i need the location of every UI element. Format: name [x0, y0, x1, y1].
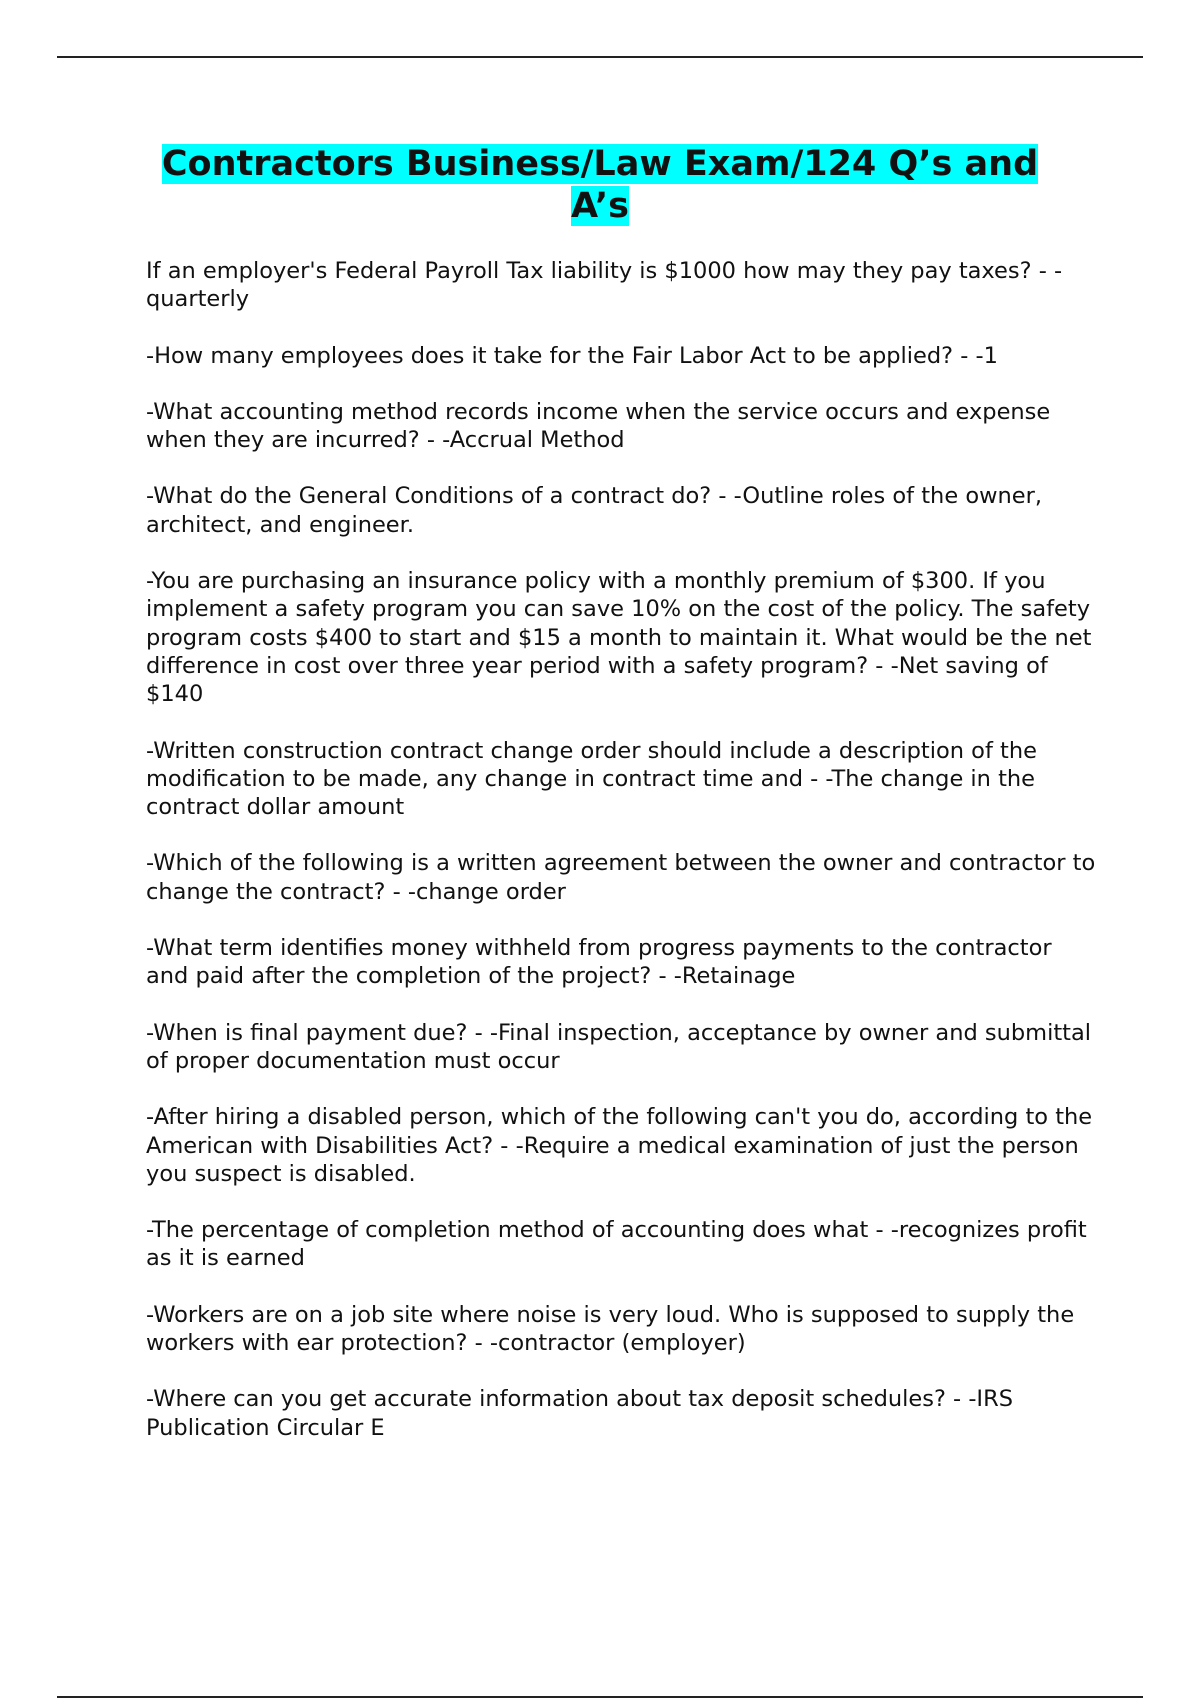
qa-item: -You are purchasing an insurance policy with a monthly premium of $300. If you implement a safety program you can save 10% on the cost of the policy. The safety program costs $400 to start and $15 a month to maintain it. What would be the net difference in cost over three year period with a safety program? - -Net saving of $140: [146, 568, 1092, 708]
document-title: [140, 143, 1060, 227]
document-title-text: Contractors Business/Law Exam/124 Q’s and A’s: [161, 144, 1039, 226]
qa-item: -Workers are on a job site where noise is very loud. Who is supposed to supply the workers with ear protection? - -contractor (employer): [146, 1301, 1075, 1357]
bottom-divider: [57, 1696, 1143, 1698]
qa-item: -How many employees does it take for the Fair Labor Act to be applied? - -1: [146, 342, 998, 369]
qa-list: [146, 257, 1096, 1470]
top-divider: [57, 56, 1143, 58]
qa-item: -After hiring a disabled person, which of the following can't you do, according to the American with Disabilities Act? - -Require a medical examination of just the person you suspect is disabled.: [146, 1104, 1093, 1187]
qa-item: -Where can you get accurate information about tax deposit schedules? - -IRS Publication Circular E: [146, 1386, 1013, 1441]
qa-item: -Written construction contract change order should include a description of the modification to be made, any change in contract time and - -The change in the contract dollar amount: [146, 737, 1037, 821]
qa-item: -Which of the following is a written agreement between the owner and contractor to change the contract? - -change order: [146, 850, 1096, 905]
qa-item: -What term identifies money withheld from progress payments to the contractor and paid after the completion of the project? - -Retainage: [146, 935, 1052, 990]
qa-item: -What accounting method records income when the service occurs and expense when they are incurred? - -Accrual Method: [146, 398, 1051, 454]
title-block: [140, 143, 1060, 227]
qa-item: -When is final payment due? - -Final inspection, acceptance by owner and submittal of proper documentation must occur: [146, 1019, 1092, 1074]
qa-item: -What do the General Conditions of a contract do? - -Outline roles of the owner, architect, and engineer.: [146, 483, 1042, 538]
qa-item: If an employer's Federal Payroll Tax liability is $1000 how may they pay taxes? - -quarterly: [146, 258, 1063, 313]
qa-item: -The percentage of completion method of accounting does what - -recognizes profit as it is earned: [146, 1217, 1087, 1272]
